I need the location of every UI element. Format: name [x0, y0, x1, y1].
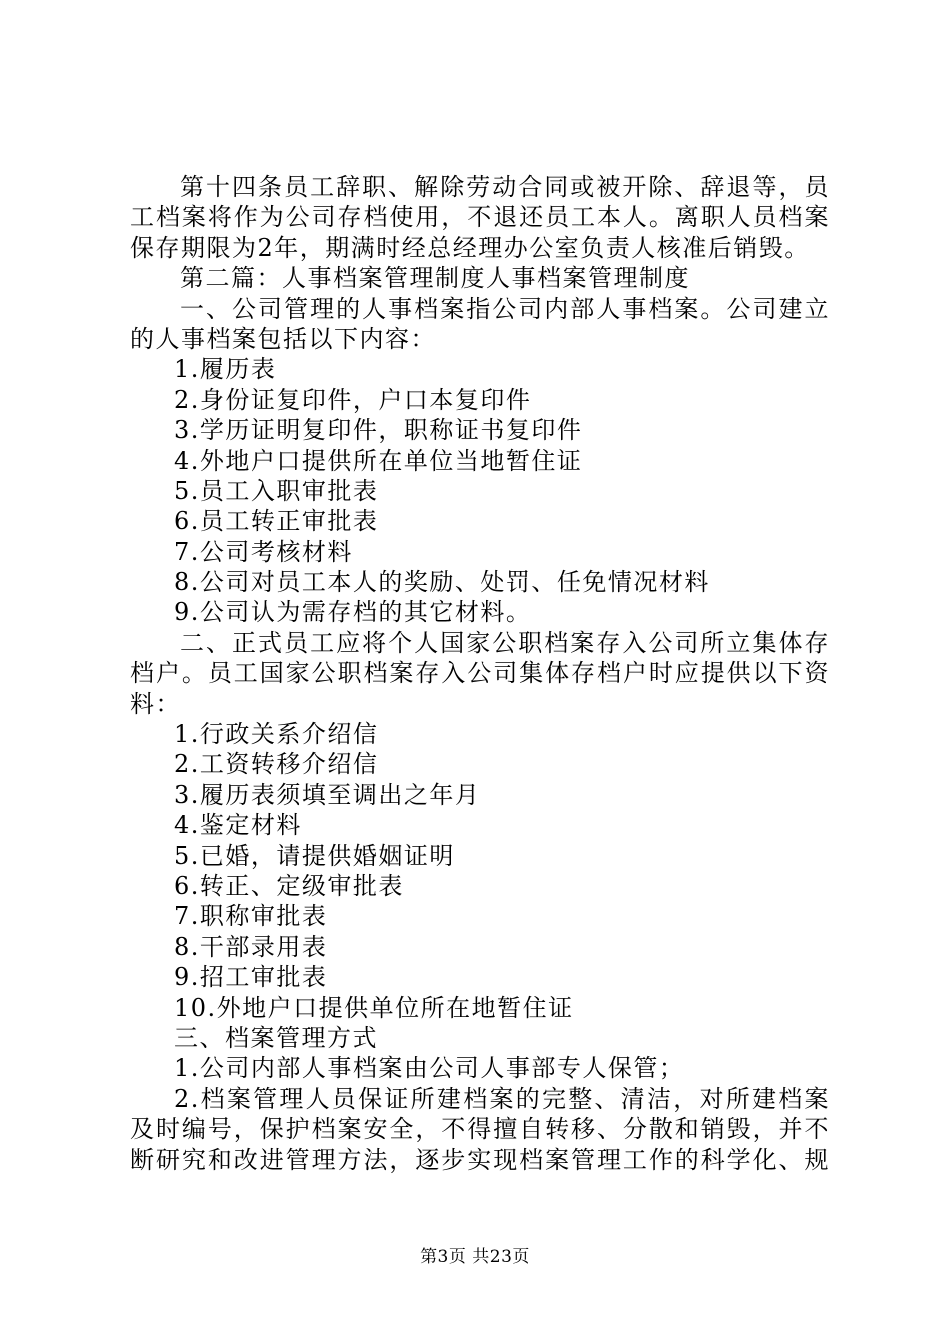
paragraph-line: 工档案将作为公司存档使用，不退还员工本人。离职人员档案	[130, 203, 830, 232]
list-item: 1.履历表	[174, 355, 277, 384]
list-item: 8.干部录用表	[174, 932, 328, 961]
paragraph-line: 二、正式员工应将个人国家公职档案存入公司所立集体存	[180, 628, 830, 657]
list-item: 10.外地户口提供单位所在地暂住证	[174, 993, 574, 1022]
paragraph-line: 一、公司管理的人事档案指公司内部人事档案。公司建立	[180, 294, 830, 323]
paragraph-line: 的人事档案包括以下内容：	[130, 324, 436, 353]
list-item: 3.学历证明复印件，职称证书复印件	[174, 416, 583, 445]
paragraph-line: 第十四条员工辞职、解除劳动合同或被开除、辞退等，员	[180, 173, 830, 201]
list-item: 2.工资转移介绍信	[174, 750, 379, 779]
list-item: 3.履历表须填至调出之年月	[174, 780, 481, 809]
list-item: 4.鉴定材料	[174, 811, 302, 840]
list-item: 9.招工审批表	[174, 963, 328, 992]
list-item: 7.职称审批表	[174, 902, 328, 931]
section-heading: 第二篇：人事档案管理制度人事档案管理制度	[180, 264, 690, 293]
document-body	[130, 172, 830, 1175]
page-number-footer: 第3页 共23页	[420, 1247, 530, 1267]
paragraph-line: 及时编号，保护档案安全，不得擅自转移、分散和销毁，并不	[130, 1115, 830, 1144]
list-item: 2.身份证复印件，户口本复印件	[174, 385, 532, 414]
paragraph-line: 断研究和改进管理方法，逐步实现档案管理工作的科学化、规	[130, 1145, 830, 1174]
paragraph-line: 档户。员工国家公职档案存入公司集体存档户时应提供以下资	[130, 659, 830, 688]
list-item: 5.员工入职审批表	[174, 476, 379, 505]
list-item: 1.行政关系介绍信	[174, 720, 379, 749]
list-item: 4.外地户口提供所在单位当地暂住证	[174, 446, 583, 475]
paragraph-line: 保存期限为2年，期满时经总经理办公室负责人核准后销毁。	[130, 233, 810, 262]
list-item: 7.公司考核材料	[174, 537, 353, 566]
list-item: 5.已婚，请提供婚姻证明	[174, 841, 455, 870]
list-item: 8.公司对员工本人的奖励、处罚、任免情况材料	[174, 568, 710, 597]
list-item: 1.公司内部人事档案由公司人事部专人保管；	[174, 1054, 685, 1083]
list-item: 6.转正、定级审批表	[174, 871, 404, 900]
paragraph-line: 料：	[130, 689, 181, 718]
paragraph-line: 2.档案管理人员保证所建档案的完整、清洁，对所建档案	[174, 1084, 830, 1113]
list-item: 6.员工转正审批表	[174, 507, 379, 536]
section-heading: 三、档案管理方式	[174, 1023, 378, 1052]
list-item: 9.公司认为需存档的其它材料。	[174, 598, 532, 627]
